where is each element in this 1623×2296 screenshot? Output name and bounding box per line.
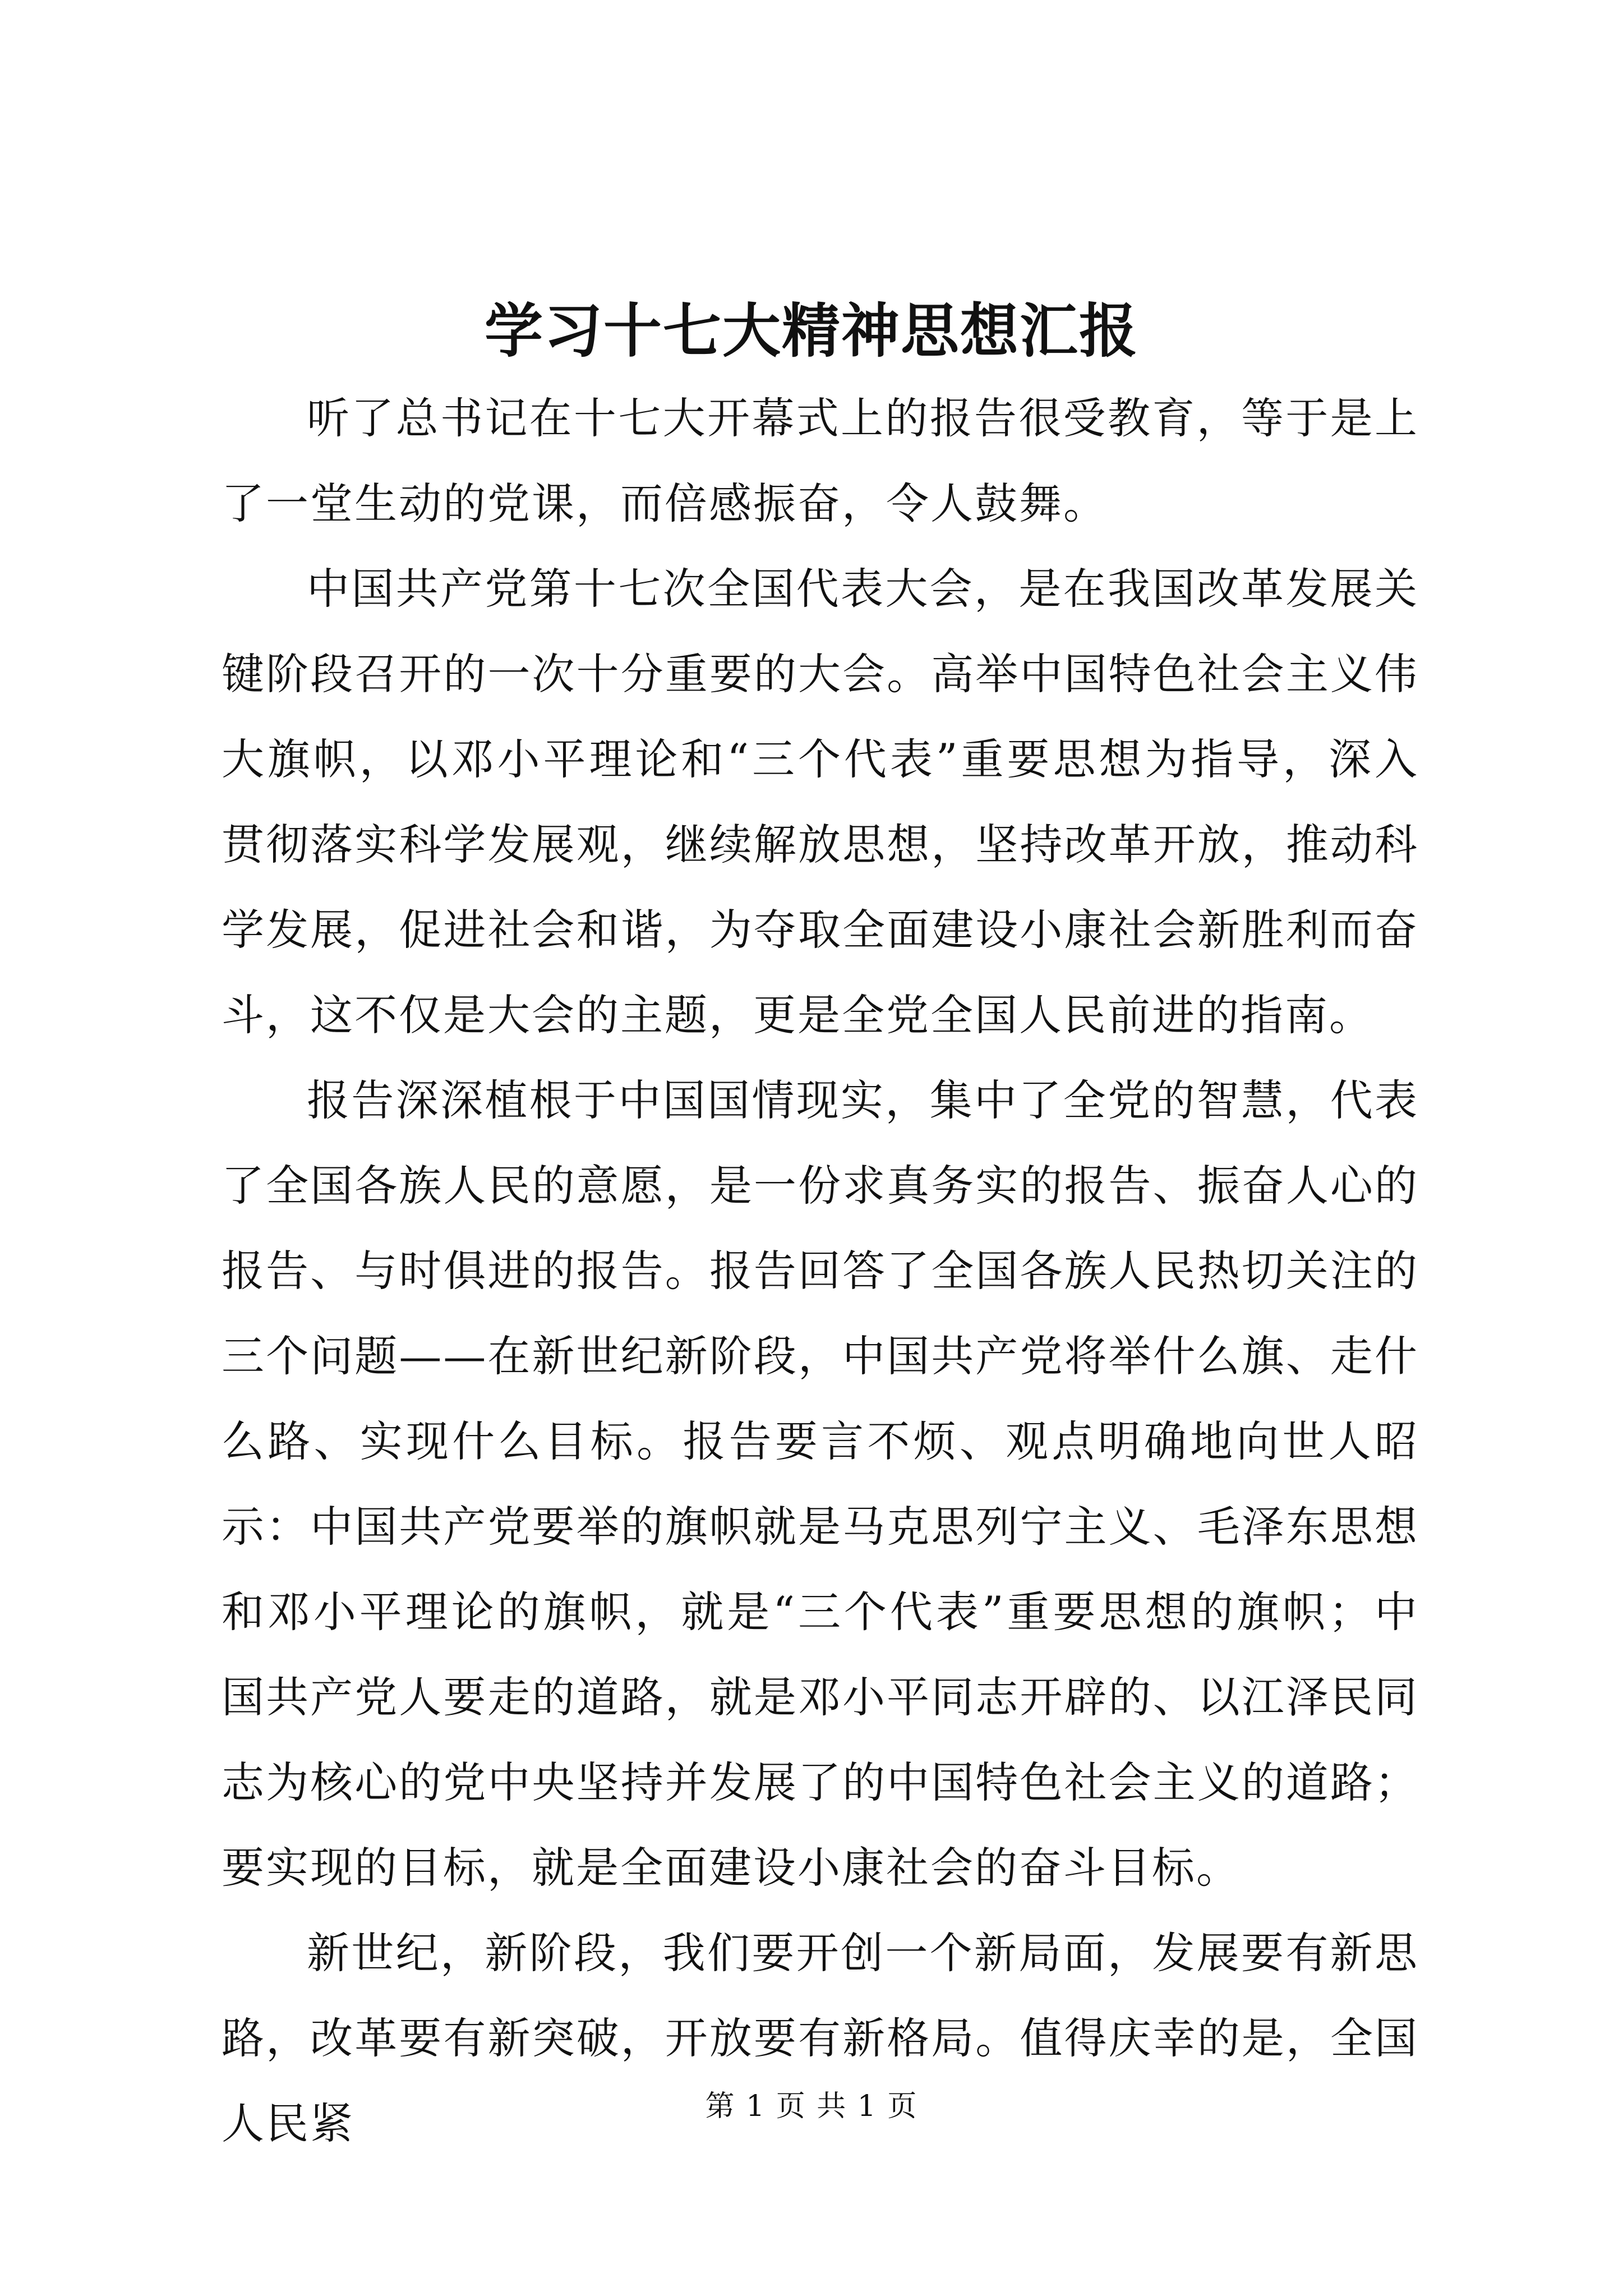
page-footer: 第 1 页 共 1 页 [705,2090,918,2123]
document-title: 学习十七大精神思想汇报 [484,296,1138,365]
paragraph-4: 新世纪，新阶段，我们要开创一个新局面，发展要有新思路，改革要有新突破，开放要有新格局。值得庆幸的是，全国人民紧 [222,1928,1419,2148]
document-body [222,376,1419,2166]
paragraph-1: 听了总书记在十七大开幕式上的报告很受教育，等于是上了一堂生动的党课，而倍感振奋，令人鼓舞。 [222,393,1419,528]
paragraph-3: 报告深深植根于中国国情现实，集中了全党的智慧，代表了全国各族人民的意愿，是一份求真务实的报告、振奋人心的报告、与时俱进的报告。报告回答了全国各族人民热切关注的三个问题——在新世纪新阶段，中国共产党将举什么旗、走什么路、实现什么目标。报告要言不烦、观点明确地向世人昭示：中国共产党要举的旗帜就是马克思列宁主义、毛泽东思想和邓小平理论的旗帜，就是“三个代表”重要思想的旗帜；中国共产党人要走的道路，就是邓小平同志开辟的、以江泽民同志为核心的党中央坚持并发展了的中国特色社会主义的道路；要实现的目标，就是全面建设小康社会的奋斗目标。 [222,1075,1419,1893]
paragraph-2: 中国共产党第十七次全国代表大会，是在我国改革发展关键阶段召开的一次十分重要的大会。高举中国特色社会主义伟大旗帜，以邓小平理论和“三个代表”重要思想为指导，深入贯彻落实科学发展观，继续解放思想，坚持改革开放，推动科学发展，促进社会和谐，为夺取全面建设小康社会新胜利而奋斗，这不仅是大会的主题，更是全党全国人民前进的指南。 [222,564,1419,1040]
